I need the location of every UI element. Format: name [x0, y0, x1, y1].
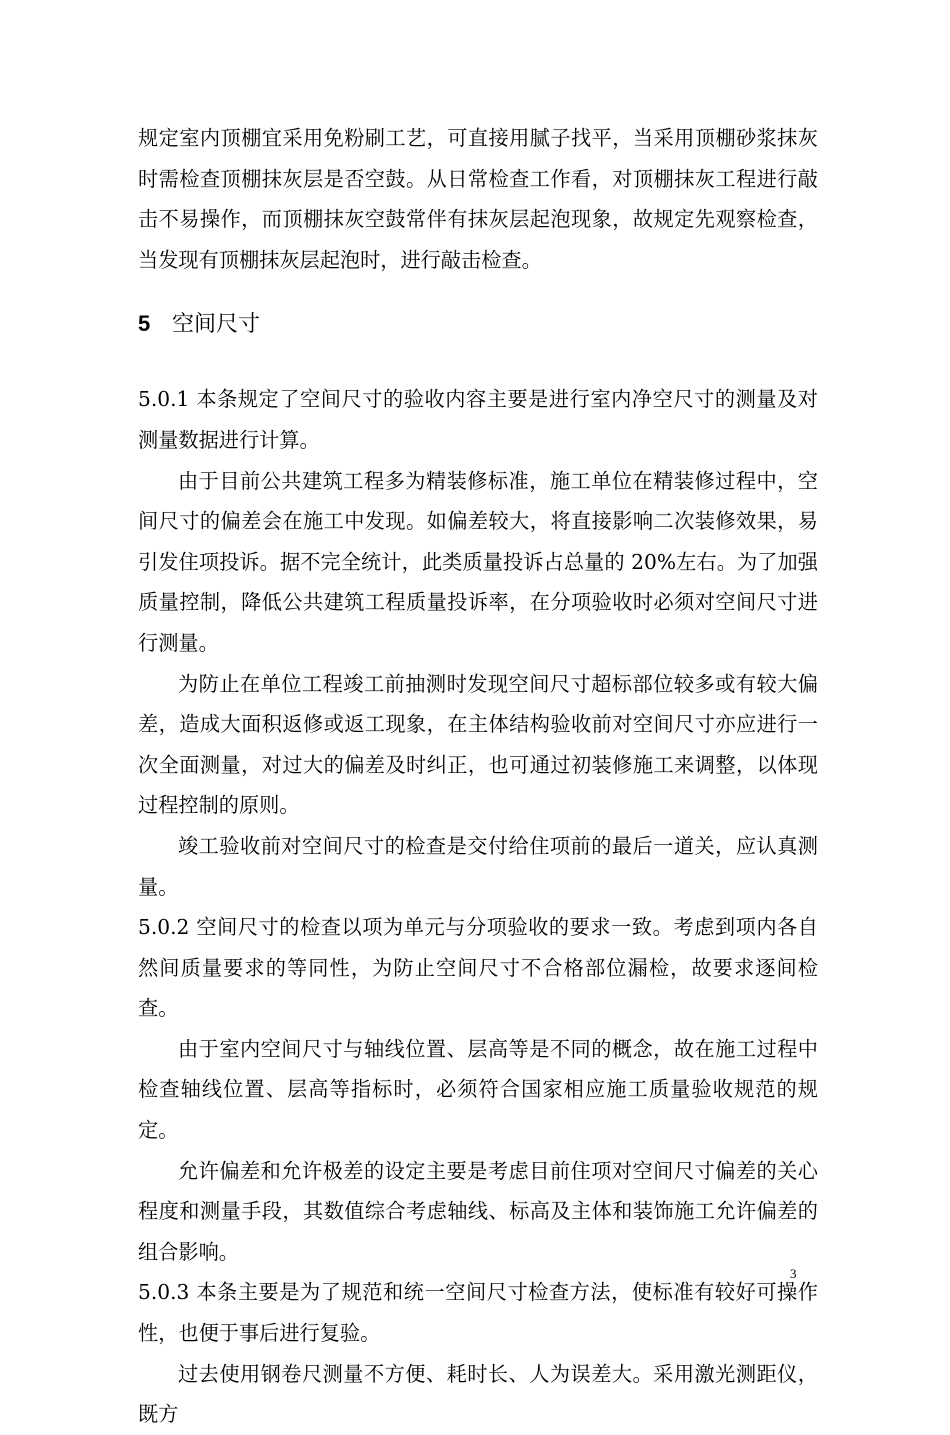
paragraph-fit-out-deviation: 由于目前公共建筑工程多为精装修标准，施工单位在精装修过程中，空间尺寸的偏差会在施工中发现。如偏差较大，将直接影响二次装修效果，易引发住项投诉。据不完全统计，此类质量投诉占总量的 20%左右。为了加强质量控制，降低公共建筑工程质量投诉率，在分项验收时必须对空间尺寸进行测量。: [138, 468, 818, 655]
section-heading: [138, 308, 818, 341]
paragraph-axis-height: 由于室内空间尺寸与轴线位置、层高等是不同的概念，故在施工过程中检查轴线位置、层高等指标时，必须符合国家相应施工质量验收规范的规定。: [138, 1036, 818, 1143]
section-title: 空间尺寸: [172, 312, 261, 338]
intro-paragraph: 规定室内顶棚宜采用免粉刷工艺，可直接用腻子找平，当采用顶棚砂浆抹灰时需检查顶棚抹灰层是否空鼓。从日常检查工作看，对顶棚抹灰工程进行敲击不易操作，而顶棚抹灰空鼓常伴有抹灰层起泡现象，故规定先观察检查，当发现有顶棚抹灰层起泡时，进行敲击检查。: [138, 126, 818, 272]
page-number: 3: [790, 1266, 797, 1281]
clause-5-0-2: 5.0.2 空间尺寸的检查以项为单元与分项验收的要求一致。考虑到项内各自然间质量要求的等同性，为防止空间尺寸不合格部位漏检，故要求逐间检查。: [138, 915, 818, 1021]
clause-5-0-1: 5.0.1 本条规定了空间尺寸的验收内容主要是进行室内净空尺寸的测量及对测量数据进行计算。: [138, 387, 818, 452]
clause-5-0-3: 5.0.3 本条主要是为了规范和统一空间尺寸检查方法，使标准有较好可操作性，也便于事后进行复验。: [138, 1280, 818, 1346]
paragraph-prevent-rework: 为防止在单位工程竣工前抽测时发现空间尺寸超标部位较多或有较大偏差，造成大面积返修或返工现象，在主体结构验收前对空间尺寸亦应进行一次全面测量，对过大的偏差及时纠正，也可通过初装修施工来调整，以体现过程控制的原则。: [138, 671, 818, 818]
paragraph-laser-measurement: 过去使用钢卷尺测量不方便、耗时长、人为误差大。采用激光测距仪，既方: [138, 1361, 818, 1427]
paragraph-final-check: 竣工验收前对空间尺寸的检查是交付给住项前的最后一道关，应认真测量。: [138, 833, 818, 899]
section-number: 5: [138, 311, 151, 337]
page-content: [138, 118, 818, 1435]
paragraph-tolerance: 允许偏差和允许极差的设定主要是考虑目前住项对空间尺寸偏差的关心程度和测量手段，其数值综合考虑轴线、标高及主体和装饰施工允许偏差的组合影响。: [138, 1158, 818, 1264]
